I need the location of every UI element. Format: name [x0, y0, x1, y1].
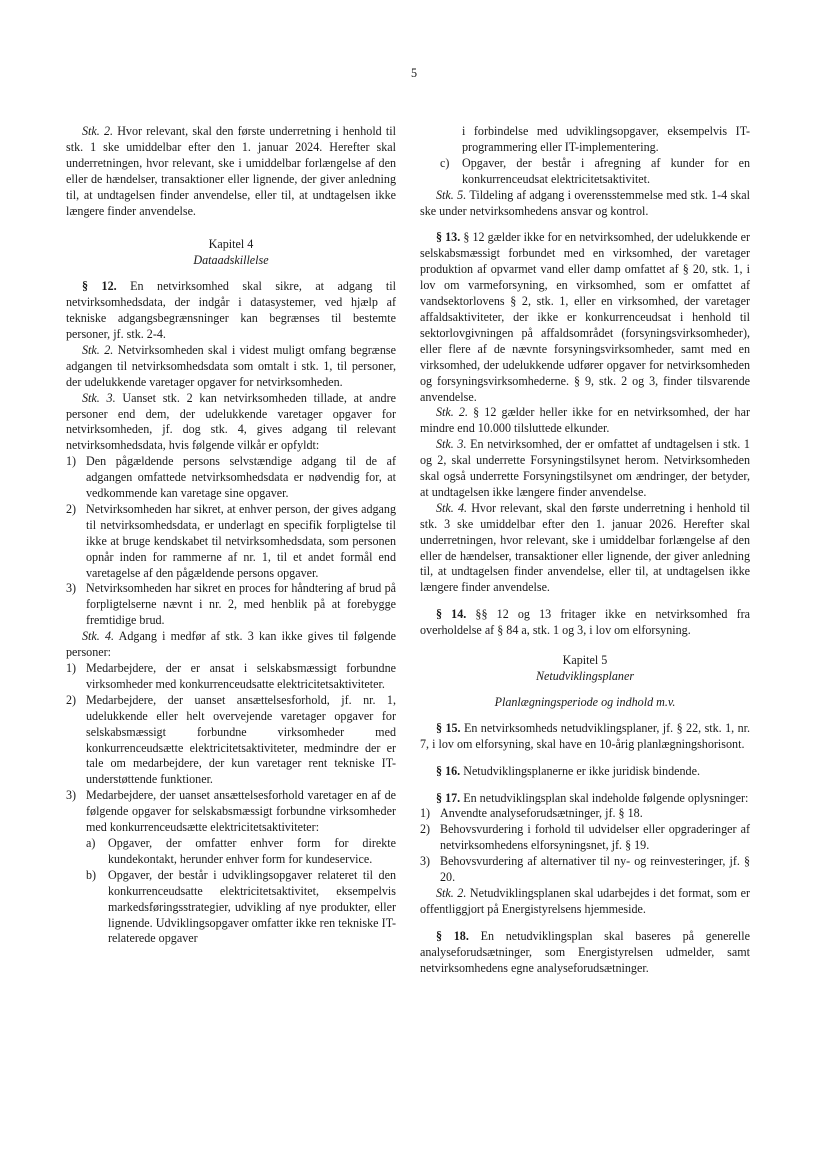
stk-label: Stk. 4. [436, 500, 468, 515]
section-17-stk-2 [420, 886, 750, 918]
paragraph-text: §§ 12 og 13 fritager ikke en netvirksomhed fra overholdelse af § 84 a, stk. 1 og 3, i lov om elforsyning. [420, 607, 750, 638]
list-item [66, 788, 396, 836]
paragraph-text: En netudviklingsplan skal indeholde følgende oplysninger: [460, 790, 749, 805]
list-item [66, 693, 396, 788]
list-text: Den pågældende persons selvstændige adgang til de af adgangen omfattede netvirksomhedsdata er nødvendig for, at vedkommende kan varetage sine opgaver. [86, 454, 396, 501]
section-13 [420, 230, 750, 405]
section-label: § 18. [436, 928, 469, 943]
paragraph-text: En netvirksomheds netudviklingsplaner, jf. § 22, stk. 1, nr. 7, i lov om elforsyning, skal have en 10-årig planlægningshorisont. [420, 720, 751, 751]
paragraph-text: Netudviklingsplanen skal udarbejdes i det format, som er offentliggjort på Energistyrelsens hjemmeside. [420, 885, 750, 916]
list-item [66, 661, 396, 693]
paragraph-text: Hvor relevant, skal den første underretning i henhold til stk. 1 ske umiddelbar efter den 1. januar 2024. Herefter skal underretningen, hvor relevant, ske i umiddelbar forlængelse af den eller de hændelser, transaktioner eller lignende, der giver anledning til, at undtagelsen finder anvendelse, eller til, at undtagelsen ikke længere finder anvendelse. [66, 124, 396, 218]
paragraph-text: § 12 gælder ikke for en netvirksomhed, der udelukkende er selskabsmæssigt forbundet med en virksomhed, der varetager produktion af opvarmet vand eller damp omfattet af § 20, stk. 1, i lov om varmeforsyning, en virksomhed, som er omfattet af vandsektorlovens § 2, stk. 1, eller en virksomhed, der varetager affaldsaktiviteter, der ikke er konkurrenceudsat i henhold til sektorlovgivningen på affaldsområdet (forsyningsvirksomheder), eller flere af de nævnte forsyningsvirksomheder, samt med en virksomhed, der udelukkende udfører opgaver for netvirksomheden og forsyningsvirksomhederne. § 9, stk. 2 og 3, finder tilsvarende anvendelse. [420, 230, 750, 404]
list-item [420, 822, 750, 854]
list-text: Opgaver, der omfatter enhver form for direkte kundekontakt, herunder enhver form for kundeservice. [108, 835, 396, 866]
chapter-5-subtitle: Planlægningsperiode og indhold m.v. [494, 694, 676, 709]
paragraph-text: En netvirksomhed skal sikre, at adgang til netvirksomhedsdata, der indgår i datasystemer, ved hjælp af tekniske adgangsbegrænsninger kan begrænses til bestemte personer, jf. stk. 2-4. [66, 279, 396, 341]
stk-label: Stk. 2. [436, 885, 467, 900]
stk-label: Stk. 4. [82, 629, 115, 644]
section-label: § 13. [436, 230, 461, 245]
list-text: Medarbejdere, der uanset ansættelsesforhold varetager en af de følgende opgaver for selskabsmæssigt forbundne virksomheder med konkurrenceudsætte elektricitetsaktiviteter: [86, 788, 396, 835]
stk-4-persons-list [66, 661, 396, 947]
left-column [66, 124, 396, 947]
list-item-continuation [462, 124, 750, 156]
list-number: 3) [66, 581, 77, 596]
paragraph-text: Netvirksomheden skal i videst muligt omfang begrænse adgangen til netvirksomhedsdata som omtalt i stk. 1, til personer, der udelukkende varetager opgaver for netvirksomheden. [66, 342, 396, 389]
list-item [86, 836, 396, 868]
section-13-stk-4 [420, 501, 750, 596]
section-label: § 12. [82, 279, 117, 294]
stk-label: Stk. 3. [82, 390, 116, 405]
section-14 [420, 607, 750, 639]
paragraph-text: Hvor relevant, skal den første underretning i henhold til stk. 3 ske umiddelbar efter den 1. januar 2026. Herefter skal underretningen, hvor relevant, ske i umiddelbar forlængelse af den eller de hændelser, transaktioner eller lignende, der giver anledning til, at undtagelsen finder anvendelse, eller til, at undtagelsen ikke længere finder anvendelse. [420, 500, 750, 595]
stk-label: Stk. 5. [436, 187, 467, 202]
paragraph-text: En netudviklingsplan skal baseres på generelle analyseforudsætninger, som Energistyrelsen udmelder, samt netvirksomhedens egne analyseforudsætninger. [420, 928, 750, 975]
paragraph-text: En netvirksomhed, der er omfattet af undtagelsen i stk. 1 og 2, skal underrette Forsyningstilsynet herom. Netvirksomheden skal også underrette Forsyningstilsynet om ændringer, der betyder, at undtagelsen ikke længere finder anvendelse. [420, 437, 750, 499]
list-text: Opgaver, der består i udviklingsopgaver relateret til den konkurrenceudsatte elektricitetsaktivitet, eksempelvis markedsføringsstrategier, udvikling af nye produkter, eller lignende. Udviklingsopgaver omfatter ikke ren tekniske IT-relaterede opgaver [108, 867, 396, 946]
list-number: 1) [66, 454, 77, 469]
stk-3-conditions-list [66, 454, 396, 629]
section-13-stk-2 [420, 405, 750, 437]
section-16 [420, 764, 750, 780]
stk-label: Stk. 3. [436, 437, 467, 452]
section-15 [420, 721, 750, 753]
list-text: Anvendte analyseforudsætninger, jf. § 18. [440, 806, 643, 821]
list-text: Behovsvurdering af alternativer til ny- og reinvesteringer, jf. § 20. [440, 854, 750, 885]
list-number: 3) [66, 788, 77, 803]
paragraph-text: § 12 gælder heller ikke for en netvirksomhed, der har mindre end 10.000 tilsluttede elkunder. [420, 405, 750, 436]
sub-list [86, 836, 396, 947]
list-number: 2) [66, 501, 77, 516]
section-13-stk-3 [420, 437, 750, 501]
list-number: 3) [420, 854, 431, 869]
list-text: i forbindelse med udviklingsopgaver, eksempelvis IT-programmering eller IT-implementering. [462, 124, 750, 154]
list-number: 2) [420, 822, 431, 837]
list-text: Opgaver, der består i afregning af kunder for en konkurrenceudsat elektricitetsaktivitet. [462, 155, 750, 186]
section-label: § 16. [436, 763, 461, 778]
paragraph-11-stk-2 [66, 124, 396, 219]
chapter-5-title: Netudviklingsplaner [535, 669, 635, 683]
section-18 [420, 929, 750, 977]
stk-label: Stk. 2. [436, 405, 468, 420]
section-label: § 17. [436, 790, 461, 805]
list-item [440, 156, 750, 188]
list-text: Netvirksomheden har sikret en proces for håndtering af brud på forpligtelserne nævnt i nr. 2, med henblik på at forebygge fremtidige brud. [86, 581, 396, 628]
stk-label: Stk. 2. [82, 124, 114, 138]
section-label: § 14. [436, 607, 467, 622]
right-column [420, 124, 750, 977]
list-text: Netvirksomheden har sikret, at enhver person, der gives adgang til netvirksomhedsdata, er underlagt en specifik forpligtelse til ikke at bruge kendskabet til netvirksomhedsdata, som personen opnår inden for rammerne af nr. 1, til et andet formål end varetagelse af den pågældende persons opgaver. [86, 501, 396, 580]
section-12-stk-5 [420, 188, 750, 220]
list-letter: a) [86, 835, 96, 850]
paragraph-text: Tildeling af adgang i overensstemmelse med stk. 1-4 skal ske under netvirksomhedens ansvar og kontrol. [420, 187, 750, 218]
list-item [66, 502, 396, 582]
chapter-4-heading: Kapitel 4 [208, 237, 254, 252]
list-item [66, 454, 396, 502]
paragraph-text: Adgang i medfør af stk. 3 kan ikke gives til følgende personer: [66, 629, 396, 660]
section-label: § 15. [436, 720, 461, 735]
list-item [420, 854, 750, 886]
section-12-stk-3 [66, 391, 396, 455]
section-12-stk-2 [66, 343, 396, 391]
paragraph-text: Netudviklingsplanerne er ikke juridisk bindende. [460, 763, 700, 778]
section-17 [420, 791, 750, 807]
list-item [66, 581, 396, 629]
section-12-stk-4 [66, 629, 396, 661]
list-item [86, 868, 396, 948]
list-number: 1) [66, 661, 77, 675]
page-number: 5 [410, 66, 418, 80]
section-17-list [420, 806, 750, 886]
stk-label: Stk. 2. [82, 342, 114, 357]
list-number: 1) [420, 806, 431, 821]
list-number: 2) [66, 692, 77, 707]
list-letter: b) [86, 867, 97, 882]
list-text: Behovsvurdering i forhold til udvidelser eller opgraderinger af netvirksomhedens elforsyningsnet, jf. § 19. [440, 822, 750, 853]
list-item [420, 806, 750, 822]
paragraph-text: Uanset stk. 2 kan netvirksomheden tillade, at andre personer end dem, der udelukkende varetager opgaver for netvirksomheden, jf. dog stk. 4, gives adgang til relevant netvirksomhedsdata, hvis følgende vilkår er opfyldt: [66, 390, 396, 453]
list-text: Medarbejdere, der uanset ansættelsesforhold, jf. nr. 1, udelukkende eller helt overvejende varetager opgaver for selskabsmæssigt forbundne virksomheder med konkurrenceudsætte elektricitetsaktiviteter, medmindre der er tale om medarbejdere, der kun varetager rent tekniske IT-understøttende funktioner. [86, 692, 396, 787]
section-12 [66, 279, 396, 343]
chapter-4-title: Dataadskillelse [193, 253, 269, 268]
list-text: Medarbejdere, der er ansat i selskabsmæssigt forbundne virksomheder med konkurrenceudsatte elektricitetsaktiviteter. [86, 661, 396, 691]
list-letter: c) [440, 155, 450, 170]
chapter-5-heading: Kapitel 5 [562, 653, 608, 668]
